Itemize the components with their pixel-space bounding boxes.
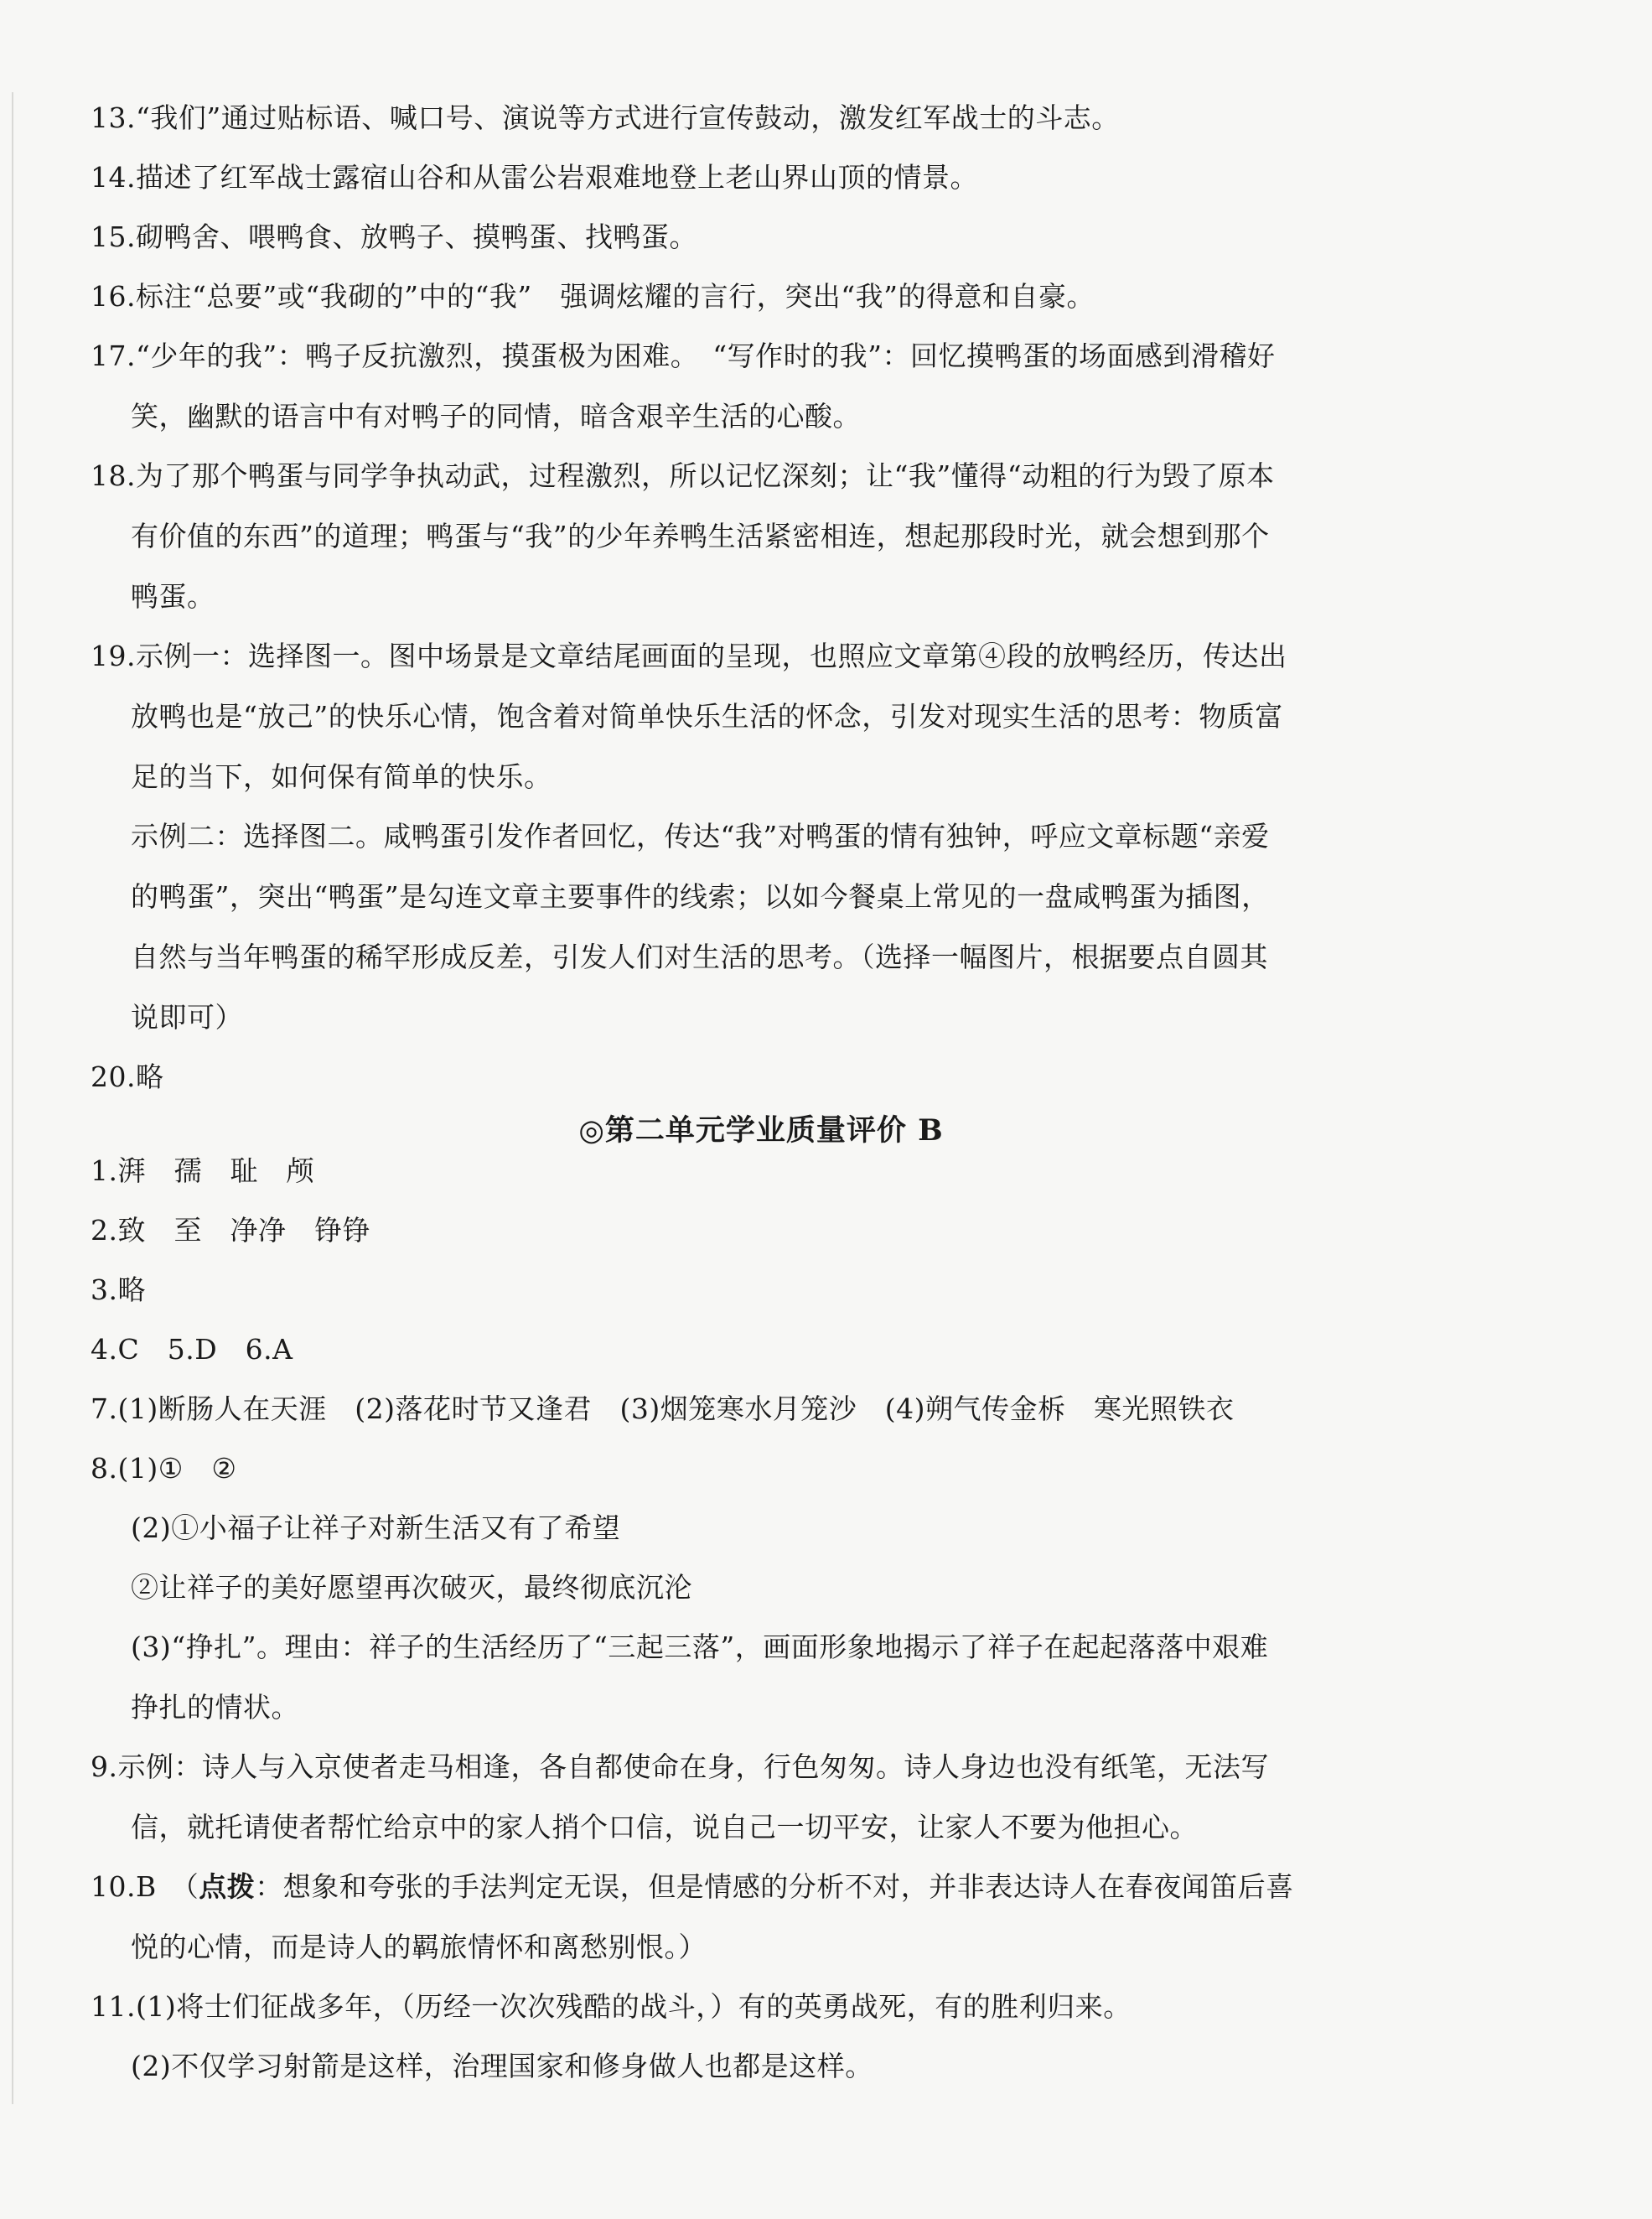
answer-line: 示例二：选择图二。咸鸭蛋引发作者回忆，传达“我”对鸭蛋的情有独钟，呼应文章标题“亲爱 (131, 820, 1270, 853)
answer-9-cont: 信，就托请使者帮忙给京中的家人捎个口信，说自己一切平安，让家人不要为他担心。 (131, 1811, 1198, 1843)
answer-10-cont: 悦的心情，而是诗人的羁旅情怀和离愁别恨。） (131, 1931, 707, 1963)
answer-8-2b: ②让祥子的美好愿望再次破灭，最终彻底沉沦 (131, 1571, 692, 1604)
answer-17 (91, 337, 1432, 436)
answer-14 (91, 158, 1432, 197)
answer-line: 13.“我们”通过贴标语、喊口号、演说等方式进行宣传鼓动，激发红军战士的斗志。 (91, 101, 1120, 134)
answer-19-example-1 (91, 637, 1432, 796)
answer-9: 9.示例：诗人与入京使者走马相逢，各自都使命在身，行色匆匆。诗人身边也没有纸笔，无法写 (91, 1750, 1269, 1783)
answer-3: 3.略 (91, 1273, 146, 1306)
answer-13 (91, 99, 1432, 137)
answer-10-prefix: 10.B （ (91, 1870, 199, 1903)
answer-content (91, 99, 1432, 2086)
answer-line: 17.“少年的我”：鸭子反抗激烈，摸蛋极为困难。 “写作时的我”：回忆摸鸭蛋的场面感到滑稽好 (91, 340, 1276, 372)
answer-1: 1.湃 孺 耻 颅 (91, 1154, 314, 1187)
answer-11-2: (2)不仅学习射箭是这样，治理国家和修身做人也都是这样。 (131, 2050, 873, 2082)
answer-line: 18.为了那个鸭蛋与同学争执动武，过程激烈，所以记忆深刻；让“我”懂得“动粗的行为毁了原本 (91, 459, 1275, 492)
answer-10-hint-text: ：想象和夸张的手法判定无误，但是情感的分析不对，并非表达诗人在春夜闻笛后喜 (255, 1870, 1294, 1903)
answer-2: 2.致 至 净净 铮铮 (91, 1214, 370, 1247)
answer-line: 14.描述了红军战士露宿山谷和从雷公岩艰难地登上老山界山顶的情景。 (91, 161, 978, 194)
answer-line: 20.略 (91, 1060, 164, 1093)
answer-19-example-2 (91, 817, 1432, 1037)
answer-11-1: 11.(1)将士们征战多年，（历经一次次残酷的战斗，）有的英勇战死，有的胜利归来。 (91, 1990, 1132, 2023)
page-margin-line (12, 92, 13, 2104)
answer-18 (91, 457, 1432, 616)
answer-line: 放鸭也是“放己”的快乐心情，饱含着对简单快乐生活的怀念，引发对现实生活的思考：物质富 (131, 700, 1283, 733)
section-title: ◎第二单元学业质量评价 B (578, 1113, 944, 1148)
answer-7: 7.(1)断肠人在天涯 (2)落花时节又逢君 (3)烟笼寒水月笼沙 (4)朔气传金柝 寒光照铁衣 (91, 1392, 1235, 1425)
answer-line: 15.砌鸭舍、喂鸭食、放鸭子、摸鸭蛋、找鸭蛋。 (91, 220, 697, 253)
answer-8-1: 8.(1)① ② (91, 1452, 237, 1485)
answer-8-2: (2)①小福子让祥子对新生活又有了希望 (131, 1511, 621, 1544)
answer-line: 有价值的东西”的道理；鸭蛋与“我”的少年养鸭生活紧密相连，想起那段时光，就会想到那个 (131, 520, 1270, 552)
answer-line: 自然与当年鸭蛋的稀罕形成反差，引发人们对生活的思考。（选择一幅图片，根据要点自圆其 (131, 941, 1268, 973)
answer-line: 足的当下，如何保有简单的快乐。 (131, 760, 552, 793)
answer-10 (91, 1868, 1432, 1906)
answer-20 (91, 1058, 1432, 1097)
answer-4-6: 4.C 5.D 6.A (91, 1333, 293, 1366)
answer-line: 16.标注“总要”或“我砌的”中的“我” 强调炫耀的言行，突出“我”的得意和自豪。 (91, 280, 1095, 313)
answer-16 (91, 277, 1432, 316)
answer-line: 19.示例一：选择图一。图中场景是文章结尾画面的呈现，也照应文章第④段的放鸭经历，传达出 (91, 640, 1287, 672)
answer-8-3: (3)“挣扎”。理由：祥子的生活经历了“三起三落”，画面形象地揭示了祥子在起起落落中艰难 (131, 1631, 1269, 1663)
answer-15 (91, 218, 1432, 257)
answer-10-hint-label: 点拨 (199, 1870, 256, 1903)
answer-line: 说即可） (131, 1001, 243, 1034)
answer-line: 的鸭蛋”，突出“鸭蛋”是勾连文章主要事件的线索；以如今餐桌上常见的一盘咸鸭蛋为插图， (131, 880, 1270, 913)
answer-line: 笑，幽默的语言中有对鸭子的同情，暗含艰辛生活的心酸。 (131, 400, 861, 433)
answer-line: 鸭蛋。 (131, 580, 215, 613)
answer-8-3-cont: 挣扎的情状。 (131, 1691, 299, 1724)
